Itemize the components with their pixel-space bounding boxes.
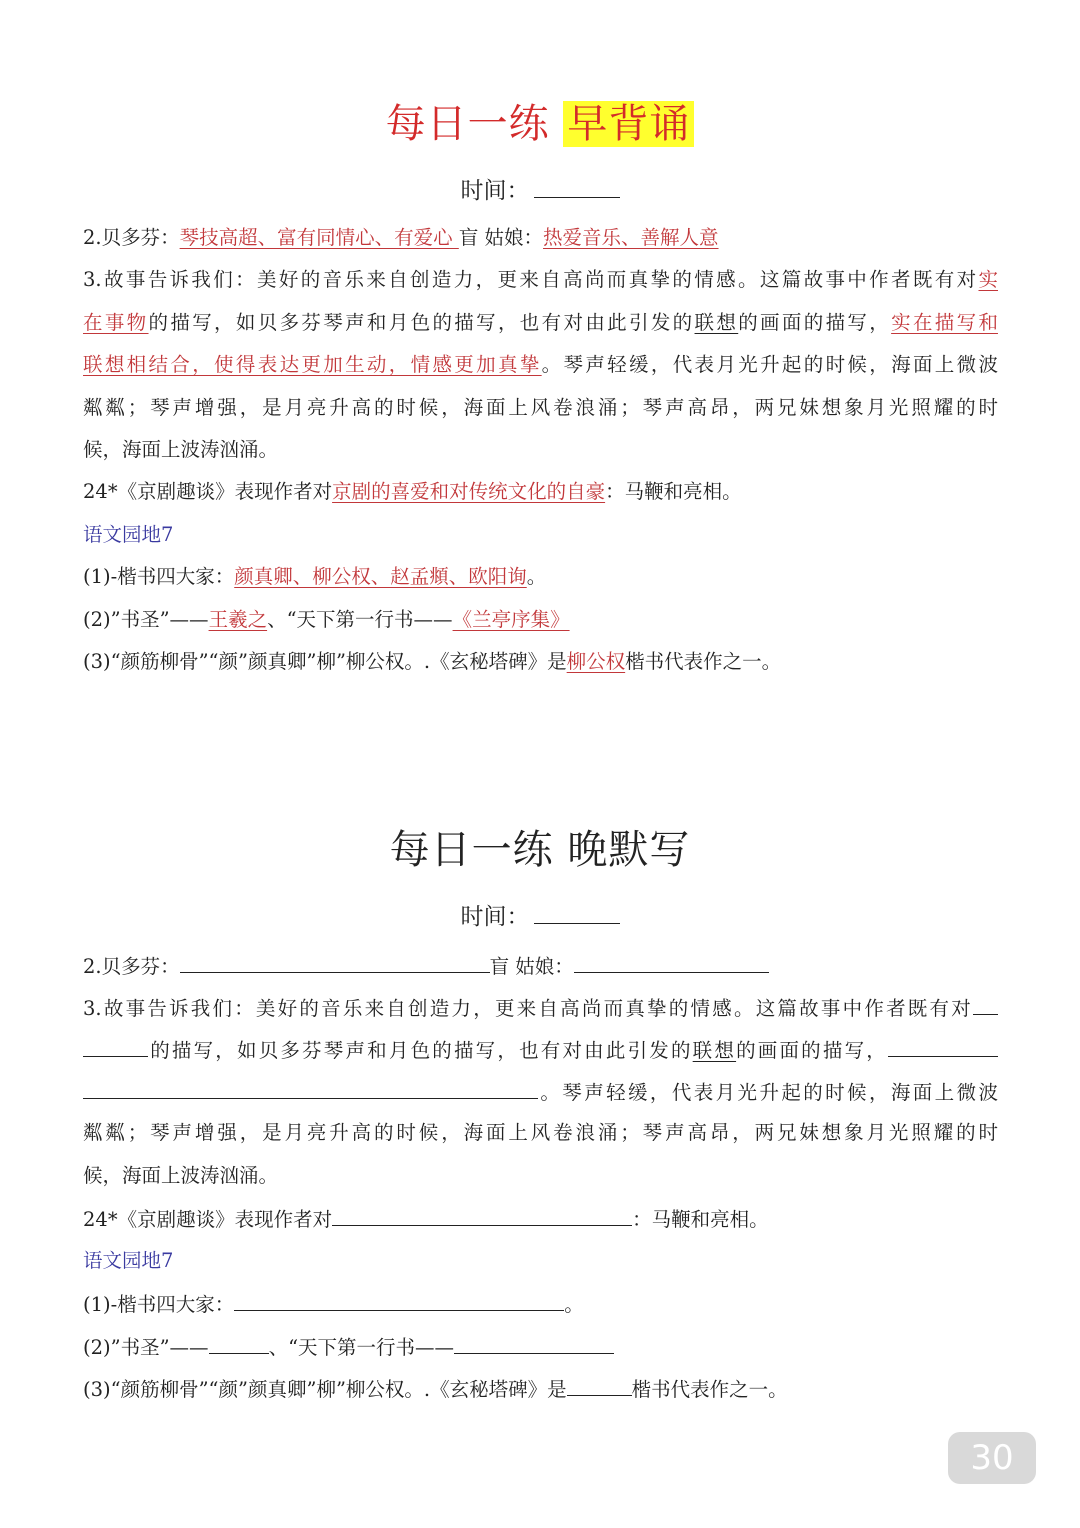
text-segment: 盲 姑娘： (458, 226, 544, 249)
morning-time-field (0, 172, 1080, 205)
answer-blank[interactable] (332, 1205, 632, 1226)
answer-text: 琴技高超、富有同情心、有爱心 (179, 226, 459, 249)
answer-blank[interactable] (234, 1290, 564, 1311)
text-segment: 联想 (694, 311, 739, 334)
answer-text: 热爱音乐、善解人意 (543, 226, 719, 249)
text-segment: ：马鞭和亮相。 (605, 480, 742, 503)
text-segment: 2.贝多芬： (83, 226, 180, 249)
morning-title (0, 92, 1080, 149)
evening-line (83, 1120, 998, 1146)
text-segment: 。 (526, 565, 547, 588)
answer-text: 柳公权 (566, 650, 626, 673)
answer-blank[interactable] (567, 1375, 632, 1396)
text-segment: 候，海面上波涛汹涌。 (83, 1164, 279, 1187)
text-segment: 候，海面上波涛汹涌。 (83, 438, 279, 461)
text-segment: 24*《京剧趣谈》表现作者对 (83, 480, 333, 503)
evening-line (83, 994, 998, 1020)
text-segment: 的描写，如贝多芬琴声和月色的描写，也有对由此引发的 (148, 1039, 693, 1062)
answer-text: 《兰亭序集》 (452, 608, 570, 631)
morning-line (83, 564, 998, 590)
text-segment: (1)-楷书四大家： (83, 1293, 235, 1316)
text-segment: 的画面的描写， (736, 1039, 888, 1062)
title-text: 每日一练 (385, 101, 564, 147)
section-heading: 语文园地7 (83, 523, 174, 546)
text-segment: 3.故事告诉我们：美好的音乐来自创造力，更来自高尚而真挚的情感。这篇故事中作者既有对 (83, 997, 973, 1020)
evening-line (83, 1036, 998, 1062)
text-segment: 2.贝多芬： (83, 955, 180, 978)
time-blank[interactable] (534, 901, 620, 924)
text-segment: 、“天下第一行书—— (268, 1336, 455, 1359)
text-segment: 、“天下第一行书—— (267, 608, 453, 631)
morning-line (83, 649, 998, 675)
text-segment: 3.故事告诉我们：美好的音乐来自创造力，更来自高尚而真挚的情感。这篇故事中作者既有对 (83, 268, 979, 291)
answer-text: 联想相结合，使得表达更加生动，情感更加真挚 (83, 353, 542, 376)
text-segment: 盲 姑娘： (489, 955, 574, 978)
answer-text: 王羲之 (208, 608, 268, 631)
text-segment: 粼粼；琴声增强，是月亮升高的时候，海面上风卷浪涌；琴声高昂，两兄妹想象月光照耀的时 (83, 1121, 998, 1144)
morning-line (83, 395, 998, 421)
time-label: 时间： (460, 178, 530, 204)
title-highlight: 早背诵 (563, 101, 694, 147)
answer-blank[interactable] (83, 1078, 538, 1099)
evening-line (83, 952, 998, 980)
text-segment: (2)”书圣”—— (83, 608, 209, 631)
text-segment: (3)“颜筋柳骨”“颜”颜真卿”柳”柳公权。.《玄秘塔碑》是 (83, 1378, 567, 1401)
text-segment: (1)-楷书四大家： (83, 565, 235, 588)
morning-line (83, 225, 998, 251)
morning-line (83, 479, 998, 505)
morning-line (83, 310, 998, 336)
answer-blank[interactable] (180, 952, 490, 973)
morning-line (83, 437, 998, 463)
evening-line (83, 1163, 998, 1189)
time-blank[interactable] (534, 175, 620, 198)
text-segment: (3)“颜筋柳骨”“颜”颜真卿”柳”柳公权。.《玄秘塔碑》是 (83, 650, 567, 673)
morning-line (83, 522, 998, 548)
morning-line (83, 352, 998, 378)
evening-time-field (0, 898, 1080, 931)
evening-line (83, 1290, 998, 1318)
answer-text: 京剧的喜爱和对传统文化的自豪 (332, 480, 606, 503)
evening-line (83, 1205, 998, 1233)
answer-blank[interactable] (973, 994, 998, 1015)
answer-text: 在事物 (83, 311, 149, 334)
section-heading: 语文园地7 (83, 1249, 174, 1272)
evening-title: 每日一练 晚默写 (389, 827, 691, 873)
time-label: 时间： (460, 904, 530, 930)
text-segment: 。琴声轻缓，代表月光升起的时候，海面上微波 (538, 1081, 998, 1104)
text-segment: 楷书代表作之一。 (625, 650, 782, 673)
page-number-badge: 30 (948, 1432, 1036, 1484)
text-segment: 的画面的描写， (738, 311, 892, 334)
text-segment: 楷书代表作之一。 (631, 1378, 788, 1401)
text-segment: 联想 (692, 1039, 737, 1062)
evening-line (83, 1375, 998, 1403)
text-segment: 。琴声轻缓，代表月光升起的时候，海面上微波 (541, 353, 998, 376)
text-segment: 的描写，如贝多芬琴声和月色的描写，也有对由此引发的 (148, 311, 695, 334)
answer-text: 实 (978, 268, 998, 291)
evening-line (83, 1248, 998, 1274)
morning-line (83, 607, 998, 633)
text-segment: 24*《京剧趣谈》表现作者对 (83, 1208, 333, 1231)
answer-blank[interactable] (888, 1036, 998, 1057)
answer-blank[interactable] (209, 1333, 269, 1354)
text-segment: ：马鞭和亮相。 (632, 1208, 769, 1231)
answer-blank[interactable] (454, 1333, 614, 1354)
text-segment: 粼粼；琴声增强，是月亮升高的时候，海面上风卷浪涌；琴声高昂，两兄妹想象月光照耀的时 (83, 396, 998, 419)
text-segment: 。 (564, 1293, 584, 1316)
answer-blank[interactable] (83, 1036, 148, 1057)
answer-text: 颜真卿、柳公权、赵孟頫、欧阳询 (234, 565, 527, 588)
evening-line (83, 1078, 998, 1104)
text-segment: (2)”书圣”—— (83, 1336, 209, 1359)
answer-blank[interactable] (574, 952, 769, 973)
answer-text: 实在描写和 (891, 311, 998, 334)
evening-line (83, 1333, 998, 1361)
morning-line (83, 267, 998, 293)
